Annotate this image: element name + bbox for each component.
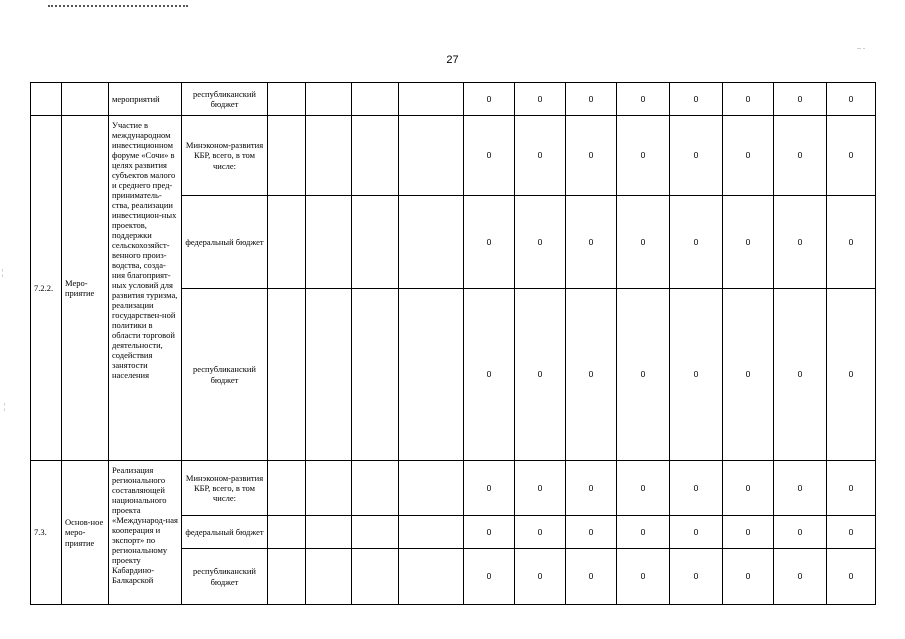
funding-source-cell: Минэконом-развития КБР, всего, в том числе: [182, 461, 268, 516]
type-cell: Основ-ное меро-приятие [62, 461, 109, 605]
value-cell: 0 [617, 196, 670, 289]
funding-source-cell: республиканский бюджет [182, 289, 268, 461]
value-cell: 0 [774, 289, 827, 461]
type-cell [62, 83, 109, 116]
page-number: 27 [446, 54, 459, 66]
value-cell: 0 [566, 196, 617, 289]
value-cell: 0 [515, 116, 566, 196]
funding-source-cell: федеральный бюджет [182, 196, 268, 289]
value-cell: 0 [617, 516, 670, 549]
margin-mark: ¦ [2, 268, 4, 277]
table-row [31, 461, 876, 516]
value-cell: 0 [566, 516, 617, 549]
empty-cell [306, 516, 352, 549]
empty-cell [399, 516, 464, 549]
value-cell: 0 [827, 516, 876, 549]
empty-cell [399, 196, 464, 289]
code-cell: 7.2.2. [31, 116, 62, 461]
value-cell: 0 [723, 289, 774, 461]
empty-cell [352, 83, 399, 116]
value-cell: 0 [566, 116, 617, 196]
value-cell: 0 [566, 83, 617, 116]
empty-cell [352, 516, 399, 549]
description-cell: Реализация регионального составляющей национального проекта «Международ-ная кооперация и экспорт» по региональному проекту Кабардино-Балкарской [109, 461, 182, 605]
table-row [31, 83, 876, 116]
value-cell: 0 [566, 461, 617, 516]
empty-cell [268, 461, 306, 516]
margin-mark: ¦ [4, 402, 6, 411]
table-row [31, 116, 876, 196]
funding-source-cell: республиканский бюджет [182, 549, 268, 605]
value-cell: 0 [670, 289, 723, 461]
empty-cell [306, 461, 352, 516]
empty-cell [268, 196, 306, 289]
empty-cell [352, 461, 399, 516]
empty-cell [352, 116, 399, 196]
value-cell: 0 [670, 196, 723, 289]
value-cell: 0 [515, 549, 566, 605]
value-cell: 0 [464, 196, 515, 289]
value-cell: 0 [827, 83, 876, 116]
empty-cell [399, 549, 464, 605]
value-cell: 0 [464, 116, 515, 196]
empty-cell [399, 83, 464, 116]
value-cell: 0 [464, 461, 515, 516]
value-cell: 0 [670, 516, 723, 549]
empty-cell [306, 549, 352, 605]
value-cell: 0 [774, 461, 827, 516]
empty-cell [352, 549, 399, 605]
value-cell: 0 [827, 289, 876, 461]
value-cell: 0 [774, 116, 827, 196]
empty-cell [352, 196, 399, 289]
empty-cell [268, 83, 306, 116]
value-cell: 0 [617, 289, 670, 461]
value-cell: 0 [670, 461, 723, 516]
program-table [30, 82, 876, 605]
value-cell: 0 [774, 549, 827, 605]
value-cell: 0 [464, 289, 515, 461]
value-cell: 0 [515, 461, 566, 516]
type-cell: Меро-приятие [62, 116, 109, 461]
empty-cell [306, 289, 352, 461]
value-cell: 0 [723, 461, 774, 516]
value-cell: 0 [515, 83, 566, 116]
empty-cell [306, 196, 352, 289]
value-cell: 0 [723, 549, 774, 605]
value-cell: 0 [670, 549, 723, 605]
value-cell: 0 [774, 83, 827, 116]
empty-cell [399, 116, 464, 196]
value-cell: 0 [774, 196, 827, 289]
funding-source-cell: федеральный бюджет [182, 516, 268, 549]
value-cell: 0 [827, 116, 876, 196]
description-cell: мероприятий [109, 83, 182, 116]
empty-cell [399, 289, 464, 461]
empty-cell [306, 116, 352, 196]
funding-source-cell: Минэконом-развития КБР, всего, в том числе: [182, 116, 268, 196]
value-cell: 0 [464, 83, 515, 116]
corner-mark: .. . [857, 42, 865, 51]
value-cell: 0 [723, 196, 774, 289]
value-cell: 0 [723, 83, 774, 116]
empty-cell [399, 461, 464, 516]
empty-cell [268, 549, 306, 605]
empty-cell [352, 289, 399, 461]
code-cell: 7.3. [31, 461, 62, 605]
value-cell: 0 [827, 461, 876, 516]
value-cell: 0 [670, 116, 723, 196]
empty-cell [306, 83, 352, 116]
value-cell: 0 [617, 116, 670, 196]
value-cell: 0 [464, 516, 515, 549]
funding-source-cell: республиканский бюджет [182, 83, 268, 116]
value-cell: 0 [827, 549, 876, 605]
value-cell: 0 [566, 549, 617, 605]
value-cell: 0 [566, 289, 617, 461]
value-cell: 0 [774, 516, 827, 549]
value-cell: 0 [464, 549, 515, 605]
value-cell: 0 [617, 549, 670, 605]
empty-cell [268, 116, 306, 196]
value-cell: 0 [515, 516, 566, 549]
value-cell: 0 [827, 196, 876, 289]
value-cell: 0 [670, 83, 723, 116]
description-cell: Участие в международном инвестиционном форуме «Сочи» в целях развития субъектов малого и среднего пред-приниматель-ства, реализации инвестицион-ных проектов, поддержки сельскохозяйст-венного произ-водства, созда-ния благоприят-ных условий для развития туризма, реализации государствен-ной политики в области торговой деятельности, содействия занятости населения [109, 116, 182, 461]
value-cell: 0 [617, 461, 670, 516]
value-cell: 0 [515, 289, 566, 461]
empty-cell [268, 516, 306, 549]
value-cell: 0 [515, 196, 566, 289]
value-cell: 0 [723, 516, 774, 549]
value-cell: 0 [617, 83, 670, 116]
code-cell [31, 83, 62, 116]
value-cell: 0 [723, 116, 774, 196]
header-scribble [48, 0, 188, 7]
empty-cell [268, 289, 306, 461]
